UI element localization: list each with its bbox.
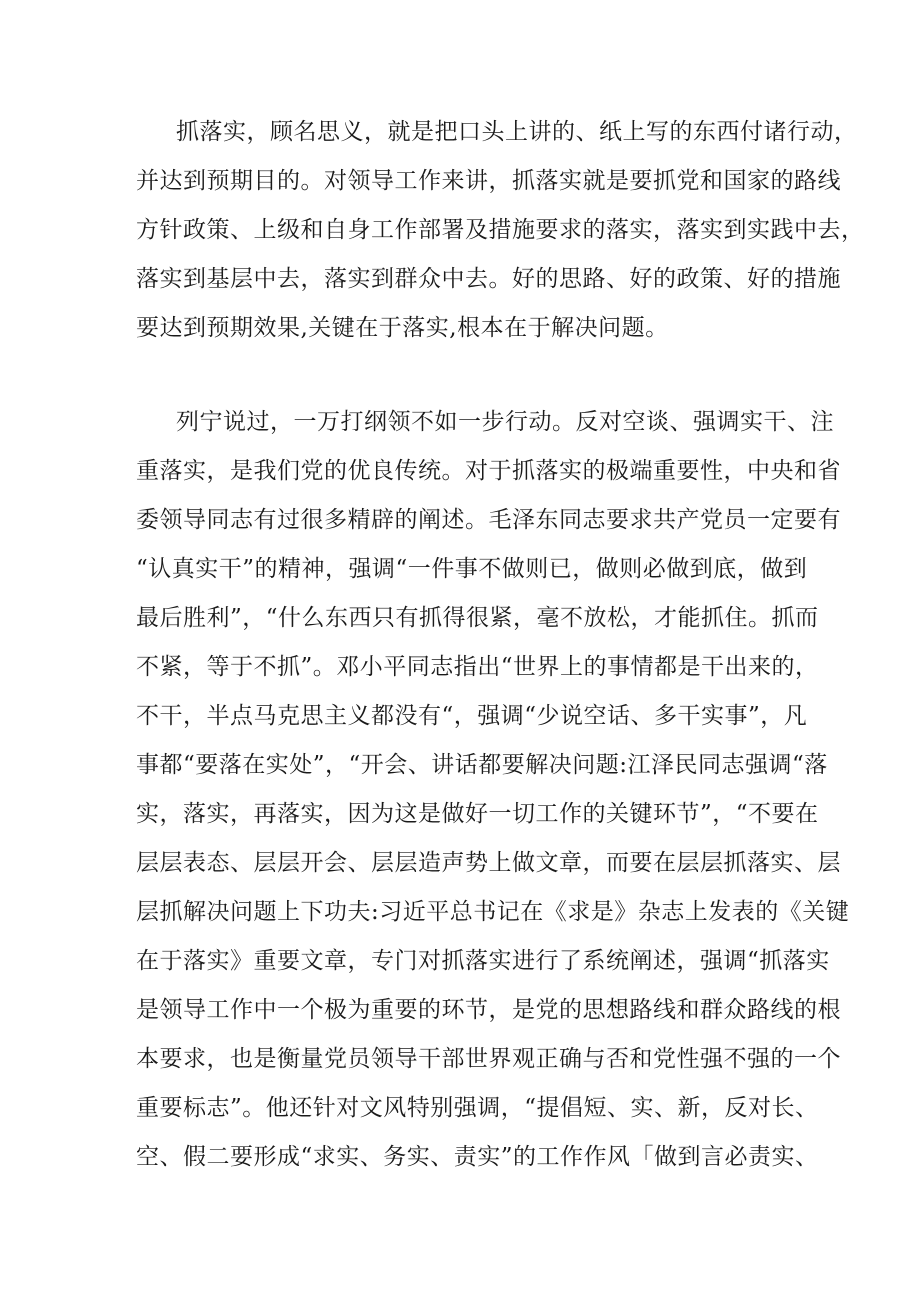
paragraph-2-line-9: 实，落实，再落实，因为这是做好一切工作的关键环节”，“不要在 <box>136 801 819 827</box>
paragraph-1-line-3: 方针政策、上级和自身工作部署及措施要求的落实，落实到实践中去， <box>136 217 865 243</box>
paragraph-2-line-8: 事都“要落在实处”，“开会、讲话都要解决问题:江泽民同志强调“落 <box>136 752 828 778</box>
paragraph-2-line-11: 层抓解决问题上下功夫:习近平总书记在《求是》杂志上发表的《关键 <box>136 899 850 925</box>
paragraph-2-line-3: 委领导同志有过很多精辟的阐述。毛泽东同志要求共产党员一定要有 <box>136 507 841 533</box>
paragraph-2-line-15: 重要标志”。他还针对文风特别强调，“提倡短、实、新，反对长、 <box>136 1095 819 1121</box>
paragraph-1-line-5: 要达到预期效果,关键在于落实,根本在于解决问题。 <box>136 315 669 341</box>
paragraph-2-line-6: 不紧，等于不抓”。邓小平同志指出“世界上的事情都是干出来的， <box>136 654 819 680</box>
paragraph-2-line-2: 重落实，是我们党的优良传统。对于抓落实的极端重要性，中央和省 <box>136 458 841 484</box>
paragraph-2-line-5: 最后胜利”，“什么东西只有抓得很紧，毫不放松，才能抓住。抓而 <box>136 605 819 631</box>
paragraph-1-line-2: 并达到预期目的。对领导工作来讲，抓落实就是要抓党和国家的路线 <box>136 168 841 194</box>
paragraph-2-line-12: 在于落实》重要文章，专门对抓落实进行了系统阐述，强调“抓落实 <box>136 948 830 974</box>
paragraph-2-line-7: 不干，半点马克思主义都没有“，强调“少说空话、多干实事”，凡 <box>136 703 808 729</box>
paragraph-2-line-13: 是领导工作中一个极为重要的环节，是党的思想路线和群众路线的根 <box>136 997 841 1023</box>
paragraph-2-line-16: 空、假二要形成“求实、务实、责实”的工作作风「做到言必责实、 <box>136 1144 819 1170</box>
paragraph-2-line-10: 层层表态、层层开会、层层造声势上做文章，而要在层层抓落实、层 <box>136 850 841 876</box>
paragraph-1-line-1: 抓落实，顾名思义，就是把口头上讲的、纸上写的东西付诸行动， <box>176 119 858 145</box>
paragraph-2-line-1: 列宁说过，一万打纲领不如一步行动。反对空谈、强调实干、注 <box>176 409 834 435</box>
paragraph-2-line-4: “认真实干”的精神，强调“一件事不做则已，做则必做到底，做到 <box>136 556 808 582</box>
paragraph-1-line-4: 落实到基层中去，落实到群众中去。好的思路、好的政策、好的措施 <box>136 266 841 292</box>
paragraph-2-line-14: 本要求，也是衡量党员领导干部世界观正确与否和党性强不强的一个 <box>136 1046 841 1072</box>
